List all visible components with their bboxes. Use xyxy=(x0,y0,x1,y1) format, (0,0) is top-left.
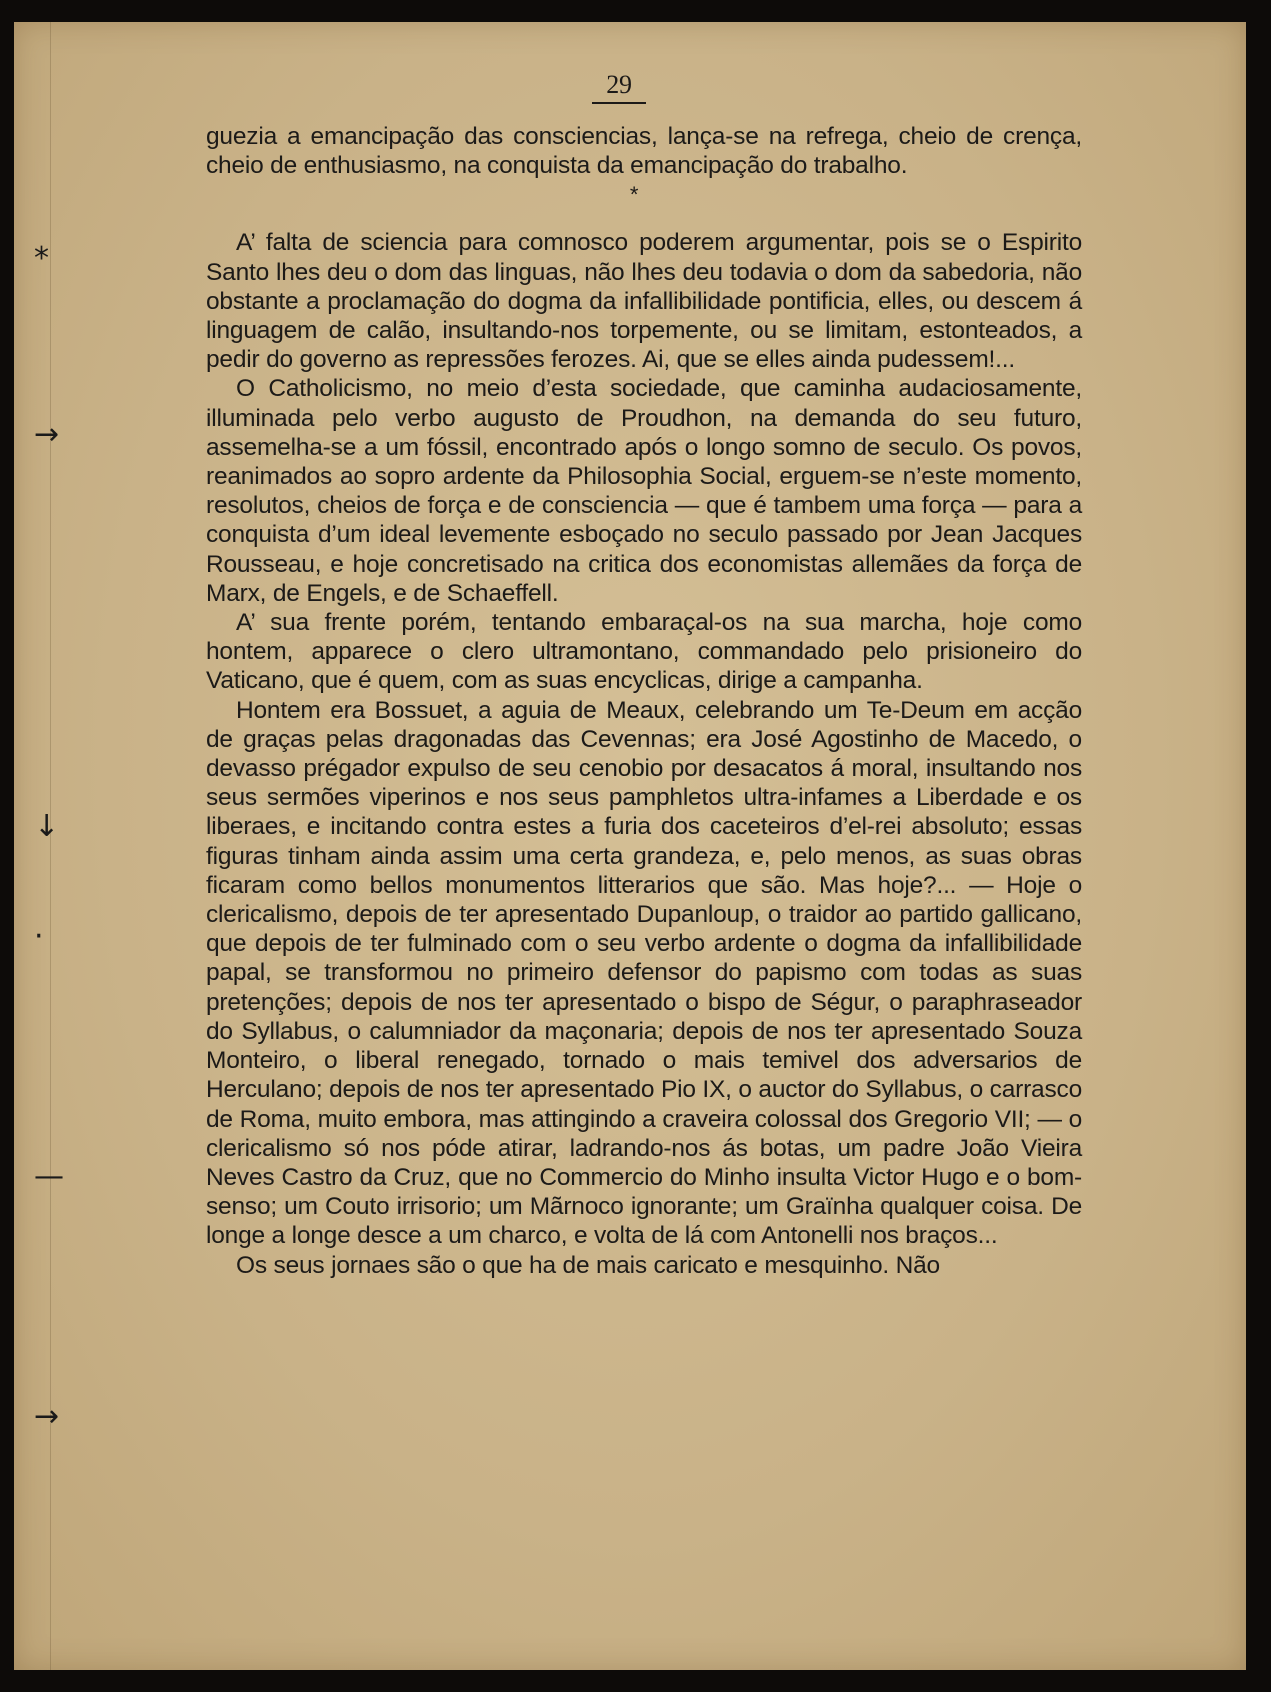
page-number: 29 xyxy=(206,70,1082,104)
paragraph-4: A’ sua frente porém, tentando embaraçal-os na sua marcha, hoje como hontem, apparece o clero ultramontano, commandado pelo prisioneiro do Vaticano, que é quem, com as suas encyclicas, dirige a campanha. xyxy=(206,609,1082,695)
margin-mark-1: * xyxy=(34,241,49,276)
paragraph-1: guezia a emancipação das consciencias, lança-se na refrega, cheio de crença, cheio de enthusiasmo, na conquista da emancipação do trabalho. xyxy=(206,123,1082,180)
book-page xyxy=(14,22,1246,1670)
paragraph-3: O Catholicismo, no meio d’esta sociedade, que caminha audaciosamente, illuminada pelo verbo augusto de Proudhon, na demanda do seu futuro, assemelha-se a um fóssil, encontrado após o longo somno de seculo. Os povos, reanimados ao sopro ardente da Philosophia Social, erguem-se n’este momento, resolutos, cheios de força e de consciencia — que é tambem uma força — para a conquista d’um ideal levemente esboçado no seculo passado por Jean Jacques Rousseau, e hoje concretisado na critica dos economistas allemães da força de Marx, de Engels, e de Schaeffell. xyxy=(206,375,1082,607)
margin-mark-6: → xyxy=(34,1399,60,1434)
paragraph-6: Os seus jornaes são o que ha de mais caricato e mesquinho. Não xyxy=(236,1251,940,1279)
margin-mark-2: → xyxy=(34,417,60,452)
paragraph-5: Hontem era Bossuet, a aguia de Meaux, celebrando um Te-Deum em acção de graças pelas dragonadas das Cevennas; era José Agostinho de Macedo, o devasso prégador expulso de seu cenobio por desacatos á moral, insultando nos seus sermões viperinos e nos seus pamphletos ultra-infames a Liberdade e os liberaes, e incitando contra estes a furia dos caceteiros d’el-rei absoluto; essas figuras tinham ainda assim uma certa grandeza, e, pelo menos, as suas obras ficaram como bellos monumentos litterarios que são. Mas hoje?... — Hoje o clericalismo, depois de ter apresentado Dupanloup, o traidor ao partido gallicano, que depois de ter fulminado com o seu verbo ardente o dogma da infallibilidade papal, se transformou no primeiro defensor do papismo com todas as suas pretenções; depois de nos ter apresentado o bispo de Ségur, o paraphraseador do Syllabus, o calumniador da maçonaria; depois de nos ter apresentado Souza Monteiro, o liberal renegado, tornado o mais temivel dos adversarios de Herculano; depois de nos ter apresentado Pio IX, o auctor do Syllabus, o carrasco de Roma, muito embora, mas attingindo a craveira colossal dos Gregorio VII; — o clericalismo só nos póde atirar, ladrando-nos ás botas, um padre João Vieira Neves Castro da Cruz, que no Commercio do Minho insulta Victor Hugo e o bom-senso; um Couto irrisorio; um Mãrnoco ignorante; um Graïnha qualquer coisa. De longe a longe desce a um charco, e volta de lá com Antonelli nos braços... xyxy=(206,696,1082,1250)
section-separator: * xyxy=(629,182,639,208)
page-text xyxy=(206,70,1082,1280)
margin-mark-3: ↓ xyxy=(34,809,60,844)
margin-mark-4: · xyxy=(34,919,44,954)
margin-mark-5: — xyxy=(34,1159,64,1194)
paragraph-2: A’ falta de sciencia para comnosco poderem argumentar, pois se o Espirito Santo lhes deu o dom das linguas, não lhes deu todavia o dom da sabedoria, não obstante a proclamação do dogma da infallibilidade pontificia, elles, ou descem á linguagem de calão, insultando-nos torpemente, ou se limitam, estonteados, a pedir do governo as repressões ferozes. Ai, que se elles ainda pudessem!... xyxy=(206,229,1082,374)
